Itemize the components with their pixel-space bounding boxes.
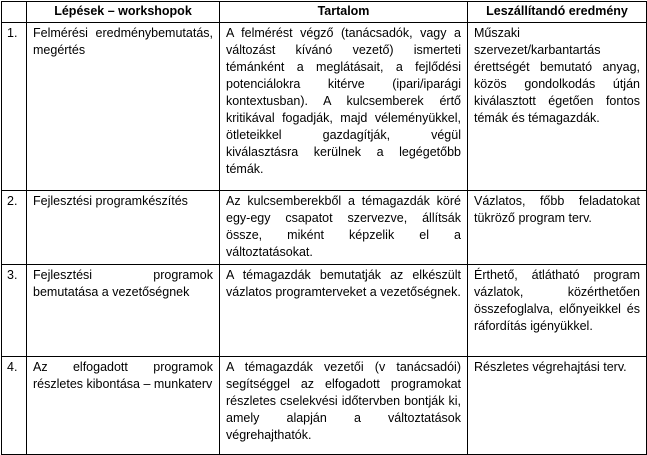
table-header-row	[2, 2, 647, 23]
table-row	[2, 265, 647, 357]
header-number	[2, 2, 27, 23]
deliverable-cell: Vázlatos, főbb feladatokat tükröző program terv.	[468, 191, 647, 265]
content-cell: A témagazdák bemutatják az elkészült vázlatos programterveket a vezetőségnek.	[220, 265, 468, 357]
deliverable-cell: Műszaki szervezet/karbantartás érettségét bemutató anyag, közös gondolkodás útján kiválasztott égetően fontos témák és témagazdák.	[468, 23, 647, 191]
content-cell: A felmérést végző (tanácsadók, vagy a változást kívánó vezető) ismerteti témánként a meglátásait, a fejlődési potenciálokra kitérve (ipari/iparági kontextusban). A kulcsemberek értő kritikával fogadják, majd véleményükkel, ötleteikkel gazdagítják, végül kiválasztásra kerülnek a legégetőbb témák.	[220, 23, 468, 191]
table-row	[2, 191, 647, 265]
deliverable-cell: Érthető, átlátható program vázlatok, közérthetően összefoglalva, előnyeikkel és ráfordítás igényükkel.	[468, 265, 647, 357]
row-number: 1.	[2, 23, 27, 191]
step-cell: Fejlesztési programkészítés	[27, 191, 220, 265]
step-cell: Fejlesztési programok bemutatása a vezetőségnek	[27, 265, 220, 357]
row-number: 4.	[2, 357, 27, 455]
deliverable-cell: Részletes végrehajtási terv.	[468, 357, 647, 455]
step-cell: Az elfogadott programok részletes kibontása – munkaterv	[27, 357, 220, 455]
header-deliverable: Leszállítandó eredmény	[468, 2, 647, 23]
workshop-table	[1, 1, 647, 455]
table-row	[2, 23, 647, 191]
content-cell: Az kulcsemberekből a témagazdák köré egy-egy csapatot szervezve, állítsák össze, miként képzelik el a változtatásokat.	[220, 191, 468, 265]
header-steps: Lépések – workshopok	[27, 2, 220, 23]
step-cell: Felmérési eredménybemutatás, megértés	[27, 23, 220, 191]
table-row	[2, 357, 647, 455]
row-number: 2.	[2, 191, 27, 265]
content-cell: A témagazdák vezetői (v tanácsadói) segítséggel az elfogadott programokat részletes cselekvési időtervben bontják ki, amely alapján a változtatások végrehajthatók.	[220, 357, 468, 455]
row-number: 3.	[2, 265, 27, 357]
header-content: Tartalom	[220, 2, 468, 23]
